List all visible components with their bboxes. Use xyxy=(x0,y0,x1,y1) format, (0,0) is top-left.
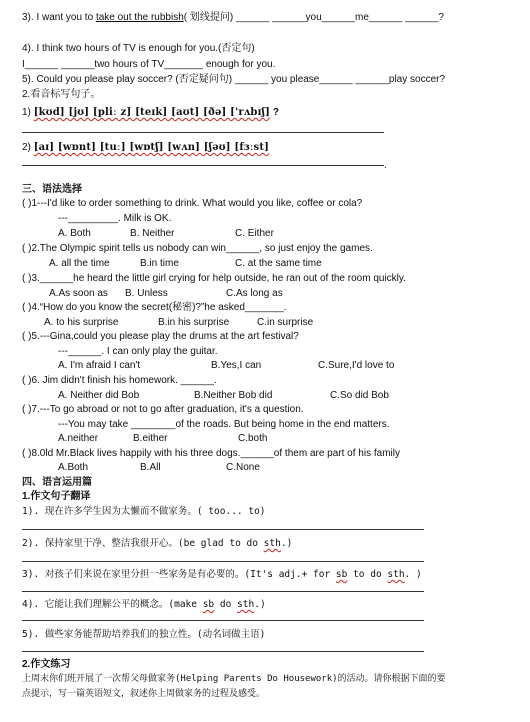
option-b: B.All xyxy=(140,462,161,473)
answer-line xyxy=(22,165,384,166)
option-b: B. Unless xyxy=(125,288,168,299)
option-c: C.None xyxy=(226,462,260,473)
underlined-phrase: take out the rubbish xyxy=(95,12,184,23)
option-b: B. Neither xyxy=(130,228,175,239)
essay-prompt-line-1: 上周末你们班开展了一次帮父母做家务(Helping Parents Do Housework)的活动。请你根据下面的要 xyxy=(22,674,446,684)
essay-prompt-line-2: 点提示，写一篇英语短文，叙述你上周做家务的过程及感受。 xyxy=(22,689,266,699)
subsection-heading: 1.作文句子翻译 xyxy=(22,491,91,502)
option-a: A.As soon as xyxy=(49,288,108,299)
answer-line xyxy=(22,529,424,530)
section-heading: 四、语言运用篇 xyxy=(22,477,92,488)
question-4-line1: 4). I think two hours of TV is enough for you.(否定句) xyxy=(22,43,255,54)
translation-item-1: 1). 现在许多学生因为太懒而不做家务。( too... to) xyxy=(22,506,266,517)
translation-item-5: 5). 做些家务能帮助培养我们的独立性。(动名词做主语) xyxy=(22,629,266,640)
translation-item-3: 3). 对孩子们来说在家里分担一些家务是有必要的。(It's adj.+ for sb to do sth. ) xyxy=(22,569,422,580)
question-5: 5). Could you please play soccer? (否定疑问句) ______ you please______ ______play soccer? xyxy=(22,74,446,85)
phonetic-heading: 2.看音标写句子。 xyxy=(22,89,101,100)
grammar-question-1: ( )1---I'd like to order something to drink. What would you like, coffee or cola? xyxy=(22,198,363,209)
option-a: A. all the time xyxy=(49,258,110,269)
grammar-question-6: ( )6. Jim didn't finish his homework. ______. xyxy=(22,375,217,386)
translation-item-2: 2). 保持家里干净、整洁我很开心。(be glad to do sth.) xyxy=(22,538,293,549)
answer-line xyxy=(22,561,424,562)
option-c: C.both xyxy=(238,433,268,444)
option-c: C.So did Bob xyxy=(330,390,389,401)
option-a: A. Neither did Bob xyxy=(58,390,140,401)
option-b: B.Neither Bob did xyxy=(194,390,273,401)
option-b: B.either xyxy=(133,433,168,444)
option-c: C.in surprise xyxy=(257,317,314,328)
option-c: C.As long as xyxy=(226,288,283,299)
option-b: B.in time xyxy=(140,258,179,269)
option-a: A.Both xyxy=(58,462,89,473)
option-a: A. I'm afraid I can't xyxy=(58,360,141,371)
answer-line xyxy=(22,620,424,621)
grammar-question-7: ( )7.---To go abroad or not to go after graduation, it's a question. xyxy=(22,404,304,415)
option-c: C. Either xyxy=(235,228,274,239)
option-a: A.neither xyxy=(58,433,99,444)
question-dialog-line: ---______. I can only play the guitar. xyxy=(58,346,218,357)
option-a: A. to his surprise xyxy=(44,317,119,328)
question-dialog-line: ---_________. Milk is OK. xyxy=(58,213,172,224)
phonetic-transcription: [kʊd] [jʊ] [pliː z] [teɪk] [aʊt] [ðə] ['rʌbɪʃ] xyxy=(33,107,271,118)
option-a: A. Both xyxy=(58,228,91,239)
grammar-question-8: ( )8.0ld Mr.Black lives happily with his three dogs.______of them are part of his family xyxy=(22,448,400,459)
answer-line xyxy=(22,591,424,592)
answer-line xyxy=(22,132,384,133)
grammar-question-3: ( )3.______he heard the little girl crying for help outside, he ran out of the room quickly. xyxy=(22,273,406,284)
phonetic-sentence-2: 2) [aɪ] [wɒnt] [tuː] [wɒtʃ] [wʌn] [ʃəʊ] [fɜːst] xyxy=(22,142,270,153)
phonetic-transcription: [aɪ] [wɒnt] [tuː] [wɒtʃ] [wʌn] [ʃəʊ] [fɜːst] xyxy=(33,142,270,153)
option-c: C. at the same time xyxy=(235,258,322,269)
option-b: B.Yes,I can xyxy=(211,360,262,371)
phonetic-sentence-1: 1) [kʊd] [jʊ] [pliː z] [teɪk] [aʊt] [ðə] ['rʌbɪʃ] ? xyxy=(22,107,279,118)
option-b: B.in his surprise xyxy=(158,317,230,328)
translation-item-4: 4). 它能让我们理解公平的概念。(make sb do sth.) xyxy=(22,599,266,610)
grammar-question-2: ( )2.The Olympic spirit tells us nobody can win______, so just enjoy the games. xyxy=(22,243,373,254)
question-dialog-line: ---You may take ________of the roads. But being home in the end matters. xyxy=(58,419,390,430)
answer-line xyxy=(22,651,424,652)
subsection-heading: 2.作文练习 xyxy=(22,659,71,670)
option-c: C.Sure,I'd love to xyxy=(318,360,395,371)
question-4-line2: I______ ______two hours of TV_______ enough for you. xyxy=(22,59,276,70)
grammar-question-5: ( )5.---Gina,could you please play the drums at the art festival? xyxy=(22,331,299,342)
section-heading: 三、语法选择 xyxy=(22,184,82,195)
question-3: 3). I want you to take out the rubbish( 划线提问) ______ ______you______me______ ______? xyxy=(22,12,444,23)
grammar-question-4: ( )4.“How do you know the secret(秘密)?”he asked_______. xyxy=(22,302,287,313)
